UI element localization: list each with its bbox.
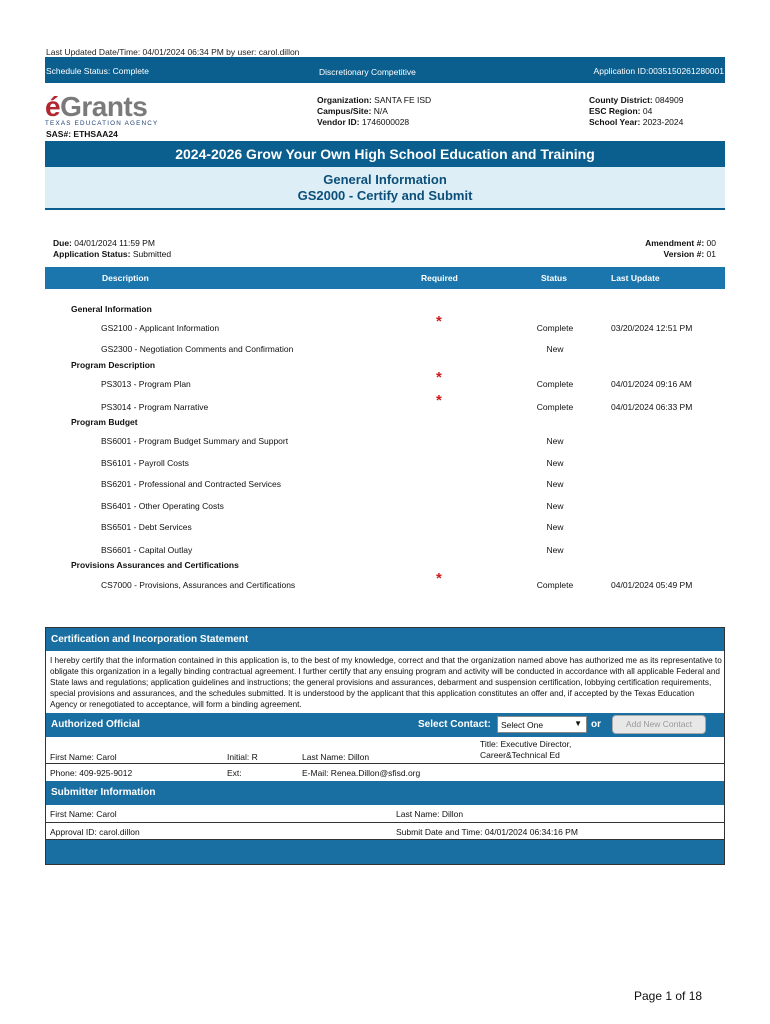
schedule-item-ps3013[interactable]: PS3013 - Program Plan: [101, 379, 191, 389]
col-last-update: Last Update: [611, 273, 660, 283]
campus-value: N/A: [373, 106, 388, 116]
section-general-information: General Information: [71, 304, 152, 314]
status-ps3013: Complete: [536, 379, 574, 389]
section-provisions: Provisions Assurances and Certifications: [71, 560, 239, 570]
required-mark: *: [436, 570, 442, 587]
submitter-last-name: Last Name: Dillon: [396, 809, 464, 819]
schedule-item-bs6501[interactable]: BS6501 - Debt Services: [101, 522, 192, 532]
status-cs7000: Complete: [536, 580, 574, 590]
app-status-value: Submitted: [132, 249, 172, 259]
certification-box: [45, 627, 725, 865]
schedule-item-ps3014[interactable]: PS3014 - Program Narrative: [101, 402, 209, 412]
school-year-value: 2023-2024: [642, 117, 684, 127]
required-mark: *: [436, 313, 442, 330]
county-label: County District:: [589, 95, 653, 105]
funding-type: Discretionary Competitive: [319, 67, 416, 77]
status-bs6601: New: [546, 545, 564, 555]
page-subtitle: [45, 167, 725, 210]
updated-gs2100: 03/20/2024 12:51 PM: [611, 323, 693, 333]
certification-text: I hereby certify that the information contained in this application is, to the best of my knowledge, correct and that the organization named above has authorized me as its representative to obligate this organization in a legally binding contractual agreement. I further certify that any ensuing program and activity will be conducted in accordance with all applicable Federal and State laws and regulations; application guidelines and instructions; the general provisions and assurances, debarment and suspension certification, lobbying certification requirements, special provisions and assurances, and the schedules submitted. It is understood by the applicant that this application constitutes an offer and, if accepted by the Texas Education Agency or renegotiated to acceptance, will form a binding agreement.: [50, 656, 722, 710]
status-bs6101: New: [546, 458, 564, 468]
schedule-item-gs2100[interactable]: GS2100 - Applicant Information: [101, 323, 220, 333]
amendment-value: 00: [706, 238, 716, 248]
schedule-item-cs7000[interactable]: CS7000 - Provisions, Assurances and Certifications: [101, 580, 296, 590]
logo-word: Grants: [60, 91, 148, 122]
select-contact-value: Select One: [501, 720, 544, 730]
required-mark: *: [436, 369, 442, 386]
application-id: Application ID:003515026128000⁠1: [593, 66, 724, 76]
organization-label: Organization:: [317, 95, 372, 105]
amendment-info: [560, 238, 716, 260]
vendor-label: Vendor ID:: [317, 117, 360, 127]
version-label: Version #:: [663, 249, 705, 259]
due-info: [53, 238, 171, 260]
official-title-line-2: Career&Technical Ed: [480, 750, 560, 760]
add-new-contact-button[interactable]: Add New Contact: [612, 715, 706, 734]
official-ext: Ext:: [227, 768, 242, 778]
submitter-name-row: [46, 805, 724, 823]
submitter-approval-row: [46, 823, 724, 840]
subtitle-line-2: GS2000 - Certify and Submit: [297, 188, 473, 203]
updated-ps3013: 04/01/2024 09:16 AM: [611, 379, 692, 389]
submitter-heading: Submitter Information: [46, 781, 724, 805]
certification-heading: Certification and Incorporation Statement: [46, 628, 724, 651]
sas-number: SAS#: ETHSAA24: [46, 129, 118, 139]
official-name-row: [46, 737, 724, 764]
authorized-official-header: [46, 713, 724, 737]
app-status-label: Application Status:: [53, 249, 131, 259]
or-label: or: [591, 719, 601, 730]
select-contact-dropdown[interactable]: [497, 716, 587, 733]
amendment-label: Amendment #:: [645, 238, 705, 248]
due-value: 04/01/2024 11:59 PM: [74, 238, 155, 248]
version-value: 01: [706, 249, 716, 259]
district-info: [589, 95, 684, 128]
egrants-logo: [45, 93, 160, 127]
due-label: Due:: [53, 238, 72, 248]
schedule-item-bs6001[interactable]: BS6001 - Program Budget Summary and Support: [101, 436, 289, 446]
schedule-item-bs6601[interactable]: BS6601 - Capital Outlay: [101, 545, 193, 555]
status-gs2100: Complete: [536, 323, 574, 333]
last-updated-text: Last Updated Date/Time: 04/01/2024 06:34 PM by user: carol.dillon: [46, 47, 300, 57]
status-gs2300: New: [546, 344, 564, 354]
updated-cs7000: 04/01/2024 05:49 PM: [611, 580, 693, 590]
col-required: Required: [421, 273, 458, 283]
status-ps3014: Complete: [536, 402, 574, 412]
updated-ps3014: 04/01/2024 06:33 PM: [611, 402, 693, 412]
submitter-approval-id: Approval ID: carol.dillon: [50, 827, 140, 837]
campus-label: Campus/Site:: [317, 106, 372, 116]
schedule-item-bs6101[interactable]: BS6101 - Payroll Costs: [101, 458, 189, 468]
organization-info: [317, 95, 431, 128]
organization-value: SANTA FE ISD: [374, 95, 432, 105]
submitter-first-name: First Name: Carol: [50, 809, 117, 819]
authorized-official-heading: Authorized Official: [51, 719, 140, 730]
page-title: 2024-2026 Grow Your Own High School Education and Training: [45, 141, 725, 167]
schedule-item-gs2300[interactable]: GS2300 - Negotiation Comments and Confirmation: [101, 344, 294, 354]
schedule-item-bs6201[interactable]: BS6201 - Professional and Contracted Services: [101, 479, 282, 489]
official-contact-row: [46, 764, 724, 782]
status-bs6001: New: [546, 436, 564, 446]
logo-agency: TEXAS EDUCATION AGENCY: [45, 120, 159, 127]
col-status: Status: [541, 273, 567, 283]
subtitle-line-1: General Information: [323, 172, 447, 187]
vendor-value: 1746000028: [361, 117, 410, 127]
schedule-item-bs6401[interactable]: BS6401 - Other Operating Costs: [101, 501, 224, 511]
required-mark: *: [436, 392, 442, 409]
county-value: 084909: [655, 95, 684, 105]
schedule-status: Schedule Status: Complete: [46, 66, 150, 76]
section-program-budget: Program Budget: [71, 417, 138, 427]
status-bs6401: New: [546, 501, 564, 511]
certification-footer-bar: [46, 840, 724, 864]
page-number: Page 1 of 18: [634, 989, 703, 1003]
official-initial: Initial: R: [227, 752, 258, 762]
dropdown-arrow-icon: ▼: [574, 719, 582, 728]
official-first-name: First Name: Carol: [50, 752, 117, 762]
select-contact-label: Select Contact:: [418, 719, 491, 730]
esc-value: 04: [642, 106, 653, 116]
official-title-line-1: Title: Executive Director,: [480, 739, 572, 749]
official-phone: Phone: 409-925-9012: [50, 768, 133, 778]
schedule-table-header: [45, 267, 725, 289]
status-bs6501: New: [546, 522, 564, 532]
section-program-description: Program Description: [71, 360, 156, 370]
submitter-submit-date: Submit Date and Time: 04/01/2024 06:34:16 PM: [396, 827, 578, 837]
school-year-label: School Year:: [589, 117, 641, 127]
esc-label: ESC Region:: [589, 106, 641, 116]
official-email: E-Mail: Renea.Dillon@sfisd.org: [302, 768, 421, 778]
official-title: [480, 739, 571, 761]
status-bs6201: New: [546, 479, 564, 489]
status-bar: [45, 57, 725, 83]
col-description: Description: [102, 273, 149, 283]
logo-e-letter: é: [45, 91, 61, 122]
official-last-name: Last Name: Dillon: [302, 752, 370, 762]
